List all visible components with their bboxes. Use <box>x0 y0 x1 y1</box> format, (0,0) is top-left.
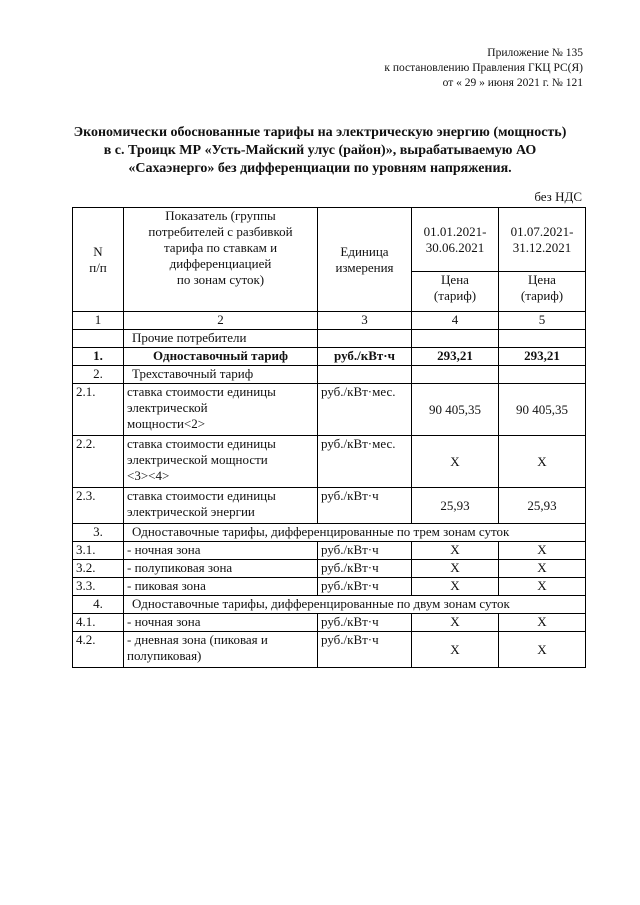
appendix-line: Приложение № 135 <box>487 47 583 59</box>
row-price-1: X <box>412 578 499 596</box>
table-row <box>73 366 586 384</box>
row-price-2: X <box>499 632 586 668</box>
title-line: в с. Троицк МР «Усть-Майский улус (район)», вырабатываемую АО <box>103 143 537 158</box>
header-text: N <box>93 243 103 259</box>
table-cell <box>73 330 124 348</box>
row-name: - ночная зона <box>124 542 318 560</box>
row-name-line: электрической <box>127 400 208 415</box>
row-price-1: 293,21 <box>412 348 499 366</box>
header-text: (тариф) <box>433 288 477 303</box>
header-text: 31.12.2021 <box>512 239 572 255</box>
column-number: 1 <box>73 312 124 330</box>
row-name-line: - дневная зона (пиковая и <box>127 632 268 647</box>
row-price-2: X <box>499 578 586 596</box>
table-row <box>73 578 586 596</box>
header-row <box>73 208 586 272</box>
row-name-line: электрической мощности <box>127 452 268 467</box>
table-cell <box>499 330 586 348</box>
header-text: дифференциацией <box>169 256 272 271</box>
row-num: 3.2. <box>73 560 124 578</box>
column-number: 4 <box>412 312 499 330</box>
header-text: 01.01.2021- <box>423 223 487 239</box>
row-num: 2.3. <box>73 488 124 524</box>
group-row <box>73 330 586 348</box>
header-price-1 <box>412 272 499 312</box>
row-name <box>124 436 318 488</box>
column-number: 3 <box>318 312 412 330</box>
table-cell <box>499 366 586 384</box>
header-text: п/п <box>89 259 107 275</box>
header-text: тарифа по ставкам и <box>163 240 278 255</box>
header-text: измерения <box>335 259 394 275</box>
header-text: по зонам суток) <box>176 272 265 287</box>
row-name <box>124 384 318 436</box>
row-price-1: X <box>412 614 499 632</box>
row-price-2: X <box>499 542 586 560</box>
row-price-1: 25,93 <box>412 488 499 524</box>
column-number: 2 <box>124 312 318 330</box>
title-line: Экономически обоснованные тарифы на электрическую энергию (мощность) <box>73 125 567 140</box>
document-title <box>40 124 600 178</box>
section-label: Одноставочные тарифы, дифференцированные по двум зонам суток <box>124 596 586 614</box>
appendix-note <box>384 46 583 91</box>
row-unit: руб./кВт·ч <box>318 348 412 366</box>
appendix-line: от « 29 » июня 2021 г. № 121 <box>442 77 583 89</box>
row-name-line: мощности<2> <box>127 416 206 431</box>
row-name: Трехставочный тариф <box>124 366 318 384</box>
table-row <box>73 488 586 524</box>
row-name: Одноставочный тариф <box>124 348 318 366</box>
section-row <box>73 596 586 614</box>
row-name: - пиковая зона <box>124 578 318 596</box>
header-price-2 <box>499 272 586 312</box>
row-name-line: полупиковая) <box>127 648 202 663</box>
table-row <box>73 560 586 578</box>
title-line: «Сахаэнерго» без дифференциации по уровням напряжения. <box>128 161 512 176</box>
row-name <box>124 488 318 524</box>
table-row <box>73 632 586 668</box>
vat-note: без НДС <box>534 189 582 204</box>
header-period-1 <box>412 208 499 272</box>
row-price-2: X <box>499 560 586 578</box>
table-cell <box>412 366 499 384</box>
row-price-1: X <box>412 560 499 578</box>
row-num: 3.1. <box>73 542 124 560</box>
header-num <box>73 208 124 312</box>
row-name-line: электрической энергии <box>127 504 255 519</box>
row-price-2: 25,93 <box>499 488 586 524</box>
row-name-line: ставка стоимости единицы <box>127 488 276 503</box>
header-text: Показатель (группы <box>165 208 276 223</box>
appendix-line: к постановлению Правления ГКЦ РС(Я) <box>384 62 583 74</box>
row-unit: руб./кВт·ч <box>318 578 412 596</box>
row-num: 2.1. <box>73 384 124 436</box>
row-unit: руб./кВт·мес. <box>318 436 412 488</box>
table-cell <box>412 330 499 348</box>
table-row <box>73 542 586 560</box>
row-unit: руб./кВт·мес. <box>318 384 412 436</box>
row-name-line: <3><4> <box>127 468 170 483</box>
table-row <box>73 436 586 488</box>
row-num: 3.3. <box>73 578 124 596</box>
row-unit: руб./кВт·ч <box>318 488 412 524</box>
header-text: Цена <box>528 272 556 287</box>
row-num: 4. <box>73 596 124 614</box>
header-text: Цена <box>441 272 469 287</box>
row-price-2: 90 405,35 <box>499 384 586 436</box>
header-unit <box>318 208 412 312</box>
header-text: 01.07.2021- <box>510 223 574 239</box>
table-row <box>73 614 586 632</box>
header-indicator <box>124 208 318 312</box>
column-number: 5 <box>499 312 586 330</box>
row-num: 2. <box>73 366 124 384</box>
row-price-2: X <box>499 614 586 632</box>
header-period-2 <box>499 208 586 272</box>
header-text: (тариф) <box>520 288 564 303</box>
header-text: потребителей с разбивкой <box>148 224 293 239</box>
table-cell <box>318 366 412 384</box>
row-unit: руб./кВт·ч <box>318 560 412 578</box>
row-price-2: 293,21 <box>499 348 586 366</box>
header-text: Единица <box>340 243 389 259</box>
tariff-table <box>72 207 586 668</box>
row-num: 1. <box>73 348 124 366</box>
row-num: 4.1. <box>73 614 124 632</box>
row-unit: руб./кВт·ч <box>318 632 412 668</box>
row-price-2: X <box>499 436 586 488</box>
group-label: Прочие потребители <box>124 330 318 348</box>
row-num: 3. <box>73 524 124 542</box>
row-price-1: X <box>412 436 499 488</box>
row-num: 4.2. <box>73 632 124 668</box>
row-num: 2.2. <box>73 436 124 488</box>
row-unit: руб./кВт·ч <box>318 614 412 632</box>
header-text: 30.06.2021 <box>425 239 485 255</box>
row-price-1: X <box>412 542 499 560</box>
row-price-1: X <box>412 632 499 668</box>
section-label: Одноставочные тарифы, дифференцированные по трем зонам суток <box>124 524 586 542</box>
row-name-line: ставка стоимости единицы <box>127 436 276 451</box>
row-name-line: ставка стоимости единицы <box>127 384 276 399</box>
row-name: - полупиковая зона <box>124 560 318 578</box>
table-cell <box>318 330 412 348</box>
row-price-1: 90 405,35 <box>412 384 499 436</box>
section-row <box>73 524 586 542</box>
column-number-row <box>73 312 586 330</box>
row-name <box>124 632 318 668</box>
row-unit: руб./кВт·ч <box>318 542 412 560</box>
table-row <box>73 348 586 366</box>
table-row <box>73 384 586 436</box>
row-name: - ночная зона <box>124 614 318 632</box>
